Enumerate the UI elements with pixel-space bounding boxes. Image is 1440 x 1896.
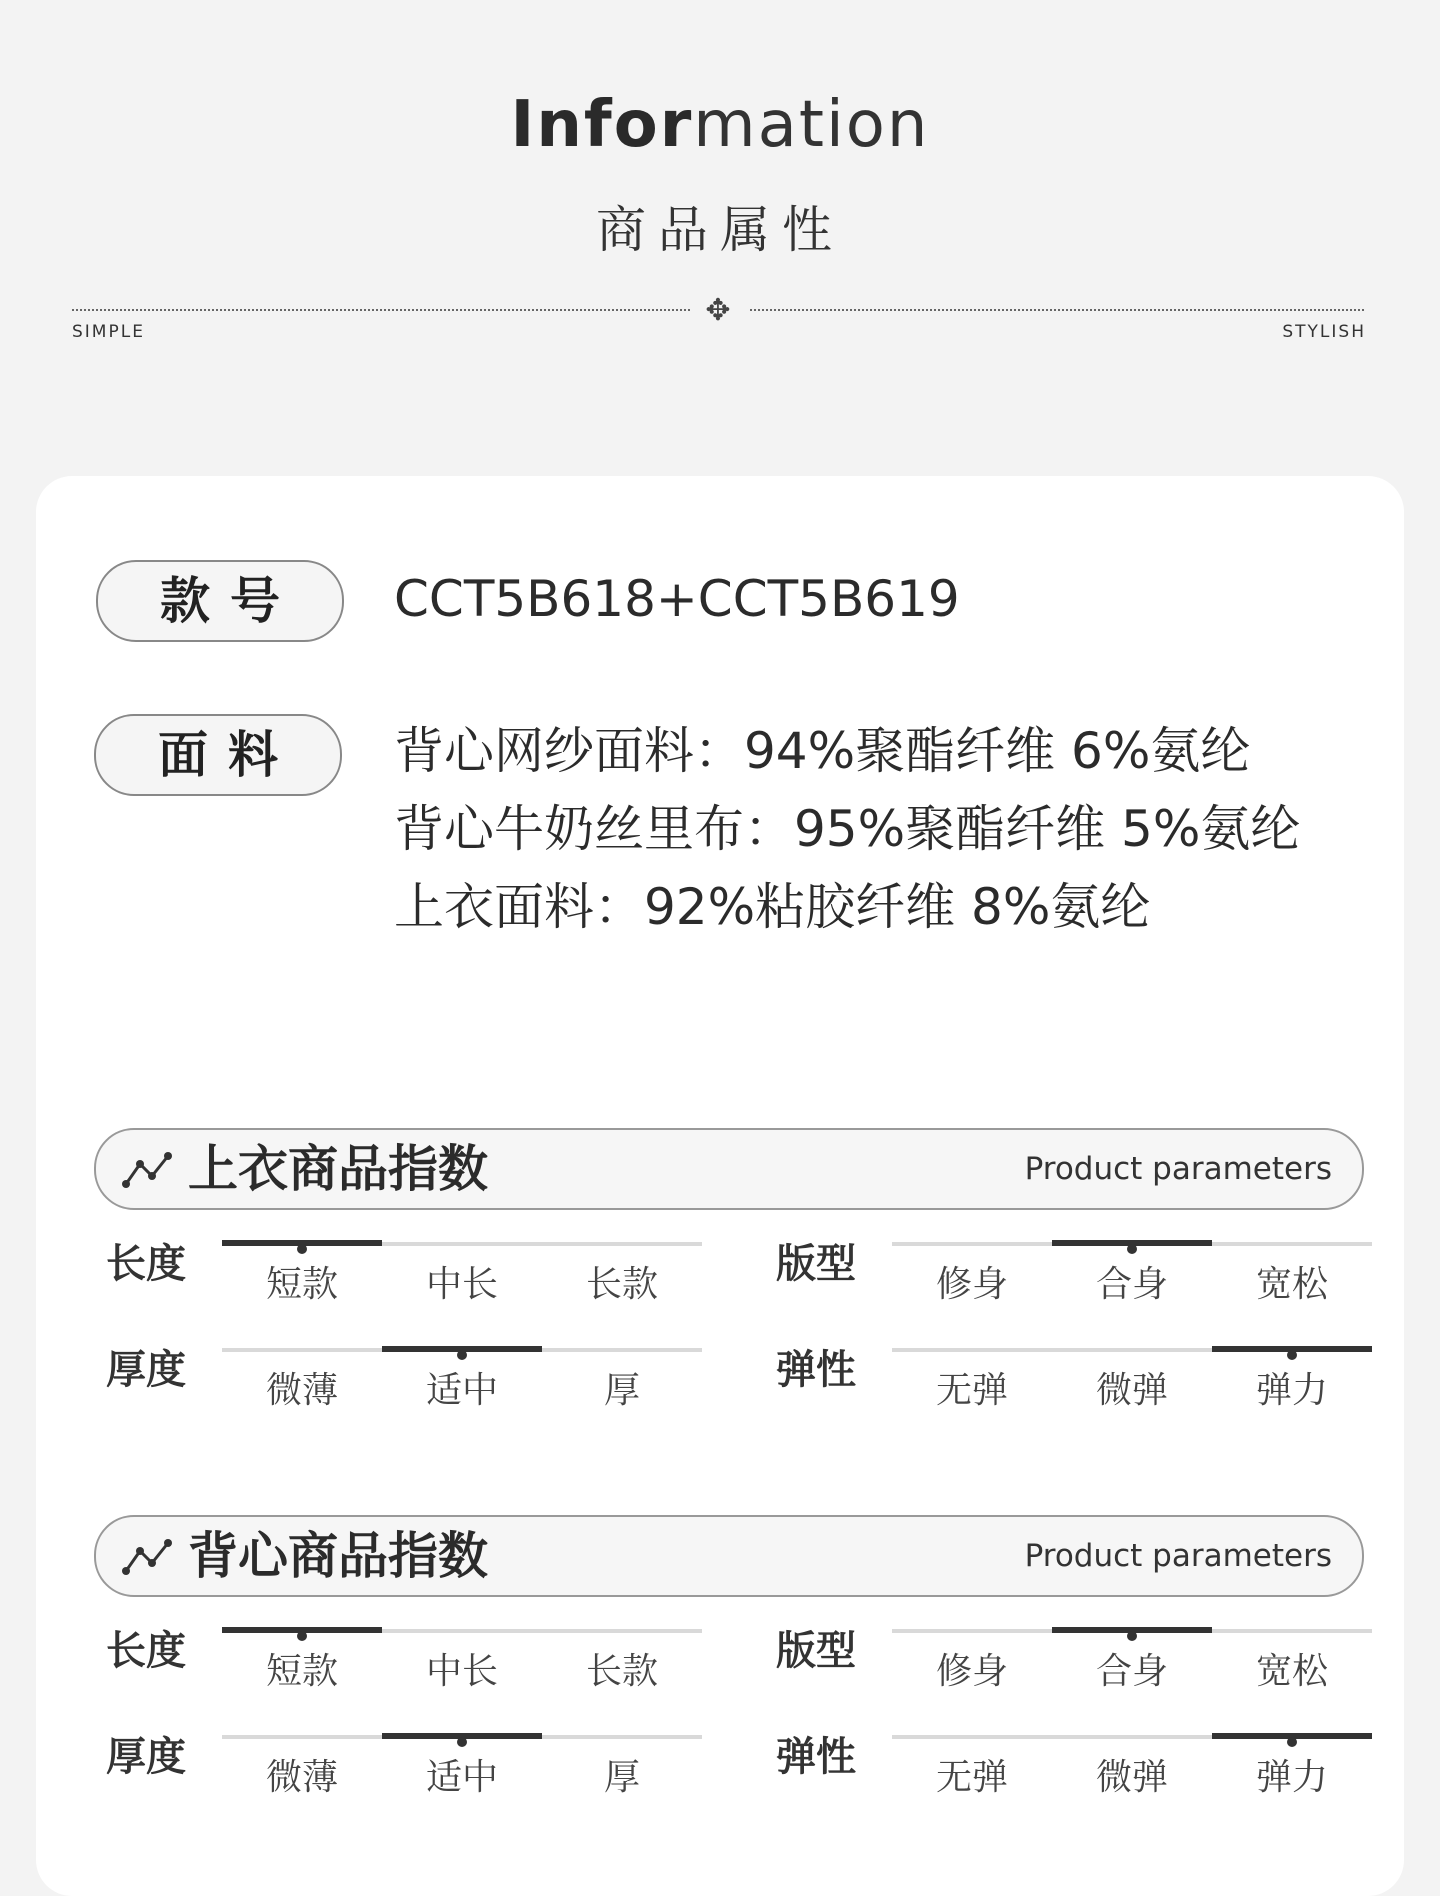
scale-marker-dot (297, 1244, 307, 1254)
rating-scale (222, 1629, 702, 1709)
ornament-icon: ✥ (705, 293, 731, 328)
metric-name: 厚度 (106, 1734, 186, 1780)
trend-chart-icon (122, 1150, 174, 1190)
metric-name: 弹性 (776, 1734, 856, 1780)
fabric-line: 上衣面料：92%粘胶纤维 8%氨纶 (394, 878, 1151, 936)
fabric-line: 背心网纱面料：94%聚酯纤维 6%氨纶 (394, 722, 1251, 780)
scale-option: 适中 (425, 1757, 498, 1798)
rating-scale (892, 1629, 1372, 1709)
scale-option: 微薄 (265, 1757, 338, 1798)
scale-option: 无弹 (935, 1370, 1008, 1411)
section-header (94, 1128, 1364, 1210)
scale-option: 宽松 (1255, 1264, 1328, 1305)
scale-marker-dot (1127, 1631, 1137, 1641)
fabric-line: 背心牛奶丝里布：95%聚酯纤维 5%氨纶 (394, 800, 1301, 858)
metric-name: 长度 (106, 1241, 186, 1287)
metric-name: 弹性 (776, 1347, 856, 1393)
scale-option: 中长 (425, 1651, 498, 1692)
metric-name: 版型 (776, 1628, 856, 1674)
scale-option: 适中 (425, 1370, 498, 1411)
scale-option: 微弹 (1095, 1757, 1168, 1798)
section-title: 背心商品指数 (188, 1527, 488, 1585)
scale-option: 合身 (1095, 1651, 1168, 1692)
scale-option: 弹力 (1255, 1757, 1328, 1798)
scale-option: 长款 (585, 1264, 658, 1305)
scale-option: 中长 (425, 1264, 498, 1305)
scale-option: 无弹 (935, 1757, 1008, 1798)
page-title-cn: 商品属性 (596, 201, 844, 259)
divider-line-right (750, 309, 1364, 311)
rating-scale (222, 1348, 702, 1428)
scale-marker-dot (457, 1350, 467, 1360)
side-word-left: SIMPLE (72, 322, 145, 342)
style-number-label: 款号 (96, 560, 344, 642)
metric-name: 版型 (776, 1241, 856, 1287)
scale-option: 宽松 (1255, 1651, 1328, 1692)
scale-option: 厚 (603, 1757, 640, 1798)
scale-option: 弹力 (1255, 1370, 1328, 1411)
scale-marker-dot (457, 1737, 467, 1747)
scale-option: 长款 (585, 1651, 658, 1692)
rating-scale (222, 1735, 702, 1815)
scale-option: 修身 (935, 1651, 1008, 1692)
style-number-value: CCT5B618+CCT5B619 (394, 570, 960, 628)
scale-marker-dot (1287, 1350, 1297, 1360)
fabric-label: 面料 (94, 714, 342, 796)
trend-chart-icon (122, 1537, 174, 1577)
scale-marker-dot (1127, 1244, 1137, 1254)
rating-scale (892, 1735, 1372, 1815)
metric-name: 长度 (106, 1628, 186, 1674)
page-title-en: Information (510, 88, 930, 162)
rating-scale (892, 1348, 1372, 1428)
attributes-card (36, 476, 1404, 1896)
scale-option: 微薄 (265, 1370, 338, 1411)
header (0, 0, 1440, 400)
scale-option: 微弹 (1095, 1370, 1168, 1411)
rating-scale (892, 1242, 1372, 1322)
section-header (94, 1515, 1364, 1597)
section-subtitle: Product parameters (1024, 1538, 1332, 1574)
scale-marker-dot (1287, 1737, 1297, 1747)
side-word-right: STYLISH (1282, 322, 1366, 342)
scale-option: 短款 (265, 1264, 338, 1305)
metric-name: 厚度 (106, 1347, 186, 1393)
section-title: 上衣商品指数 (188, 1140, 488, 1198)
scale-marker-dot (297, 1631, 307, 1641)
divider-line-left (72, 309, 690, 311)
fabric-composition (394, 712, 1300, 946)
scale-option: 合身 (1095, 1264, 1168, 1305)
rating-scale (222, 1242, 702, 1322)
scale-option: 厚 (603, 1370, 640, 1411)
scale-option: 修身 (935, 1264, 1008, 1305)
section-subtitle: Product parameters (1024, 1151, 1332, 1187)
scale-option: 短款 (265, 1651, 338, 1692)
